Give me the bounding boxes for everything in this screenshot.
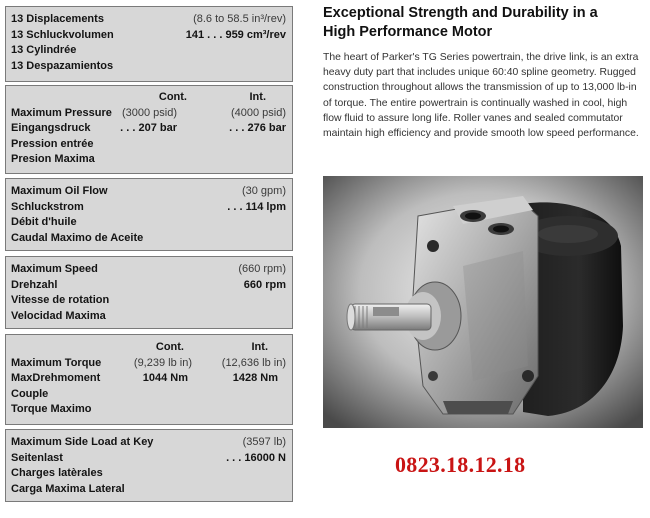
article (323, 0, 643, 141)
spec-label: Carga Maxima Lateral (11, 482, 125, 495)
article-body: The heart of Parker's TG Series powertrain, the drive link, is an extra heavy duty part that includes unique 60:40 spline geometry. Rugged construction throughout allows the transmission of up to 13,000 lb-in of torque. The entire powertrain is continually washed in cool, high flow fluid to assure long life. Roller vanes and sealed commutator maintain high efficiency and provide smooth low speed performance. (323, 52, 639, 140)
spec-label: Charges latèrales (11, 467, 103, 479)
spec-value: . . . 114 lpm (227, 200, 286, 213)
spec-row (6, 371, 292, 387)
spec-row (6, 435, 292, 451)
spec-row (6, 28, 292, 44)
spec-row (6, 482, 292, 498)
spec-value-cont: 1044 Nm (142, 372, 188, 384)
spec-label: 13 Despazamientos (11, 59, 114, 72)
spec-label: Vitesse de rotation (11, 294, 110, 306)
spec-row (6, 262, 292, 278)
spec-block-pressure (5, 85, 293, 174)
spec-label: Caudal Maximo de Aceite (11, 231, 144, 244)
spec-label: Maximum Side Load at Key (11, 436, 154, 448)
spec-row (6, 356, 292, 372)
spec-row (6, 200, 292, 216)
spec-panel (0, 0, 300, 518)
spec-value-cont: (3000 psid) (121, 106, 177, 119)
spec-value: (8.6 to 58.5 in³/rev) (193, 13, 286, 25)
spec-label: Maximum Pressure (11, 106, 112, 119)
spec-label: Maximum Torque (11, 356, 102, 369)
spec-value-int: . . . 276 bar (229, 122, 286, 134)
spec-row (6, 293, 292, 309)
spec-label: Couple (11, 387, 49, 400)
spec-label: 13 Displacements (11, 13, 104, 25)
spec-value: 660 rpm (243, 278, 286, 291)
spec-block-side-load (5, 429, 293, 502)
spec-value: 141 . . . 959 cm³/rev (185, 28, 286, 41)
spec-block-oil-flow (5, 178, 293, 251)
header-int: Int. (249, 91, 266, 103)
spec-row (6, 152, 292, 168)
spec-row (6, 215, 292, 231)
spec-row (6, 278, 292, 294)
spec-label: Eingangsdruck (11, 122, 91, 134)
header-cont: Cont. (158, 91, 187, 103)
spec-row (6, 137, 292, 153)
spec-label: Maximum Oil Flow (11, 185, 108, 197)
header-int: Int. (251, 341, 268, 353)
spec-label: Schluckstrom (11, 200, 84, 213)
spec-value-cont: (9,239 lb in) (133, 356, 192, 369)
phone-number: 0823.18.12.18 (395, 452, 526, 477)
spec-row (6, 121, 292, 137)
article-title-line: Exceptional Strength and Durability in a (323, 5, 598, 21)
article-title (323, 4, 643, 42)
spec-row (6, 43, 292, 59)
spec-row (6, 402, 292, 418)
spec-label: Torque Maximo (11, 403, 92, 415)
spec-row (6, 466, 292, 482)
spec-block-speed (5, 256, 293, 329)
spec-value-int: (12,636 lb in) (221, 356, 286, 369)
spec-header-row (6, 90, 292, 106)
header-cont: Cont. (155, 341, 184, 353)
spec-value: (30 gpm) (241, 185, 286, 197)
spec-label: Pression entrée (11, 137, 94, 150)
spec-label: Maximum Speed (11, 263, 98, 275)
motor-photo (323, 176, 643, 428)
spec-value: (660 rpm) (238, 263, 286, 275)
spec-block-torque (5, 334, 293, 425)
spec-value-cont: . . . 207 bar (120, 122, 177, 134)
spec-header-row (6, 340, 292, 356)
spec-label: Débit d'huile (11, 216, 77, 228)
spec-value-int: (4000 psid) (230, 106, 286, 119)
spec-label: Drehzahl (11, 278, 58, 291)
spec-label: 13 Cylindrée (11, 44, 77, 56)
spec-label: Velocidad Maxima (11, 309, 106, 322)
spec-value: . . . 16000 N (226, 451, 286, 464)
spec-block-displacement (5, 6, 293, 82)
spec-row (6, 387, 292, 403)
spec-value-int: 1428 Nm (232, 372, 278, 384)
spec-row (6, 59, 292, 75)
spec-row (6, 309, 292, 325)
spec-row (6, 184, 292, 200)
spec-label: Presion Maxima (11, 153, 95, 165)
spec-value: (3597 lb) (242, 436, 286, 448)
spec-row (6, 451, 292, 467)
spec-row (6, 106, 292, 122)
spec-label: 13 Schluckvolumen (11, 28, 114, 41)
spec-label: MaxDrehmoment (11, 372, 101, 384)
article-title-line: High Performance Motor (323, 24, 493, 40)
spec-row (6, 12, 292, 28)
spec-row (6, 231, 292, 247)
spec-label: Seitenlast (11, 451, 63, 464)
